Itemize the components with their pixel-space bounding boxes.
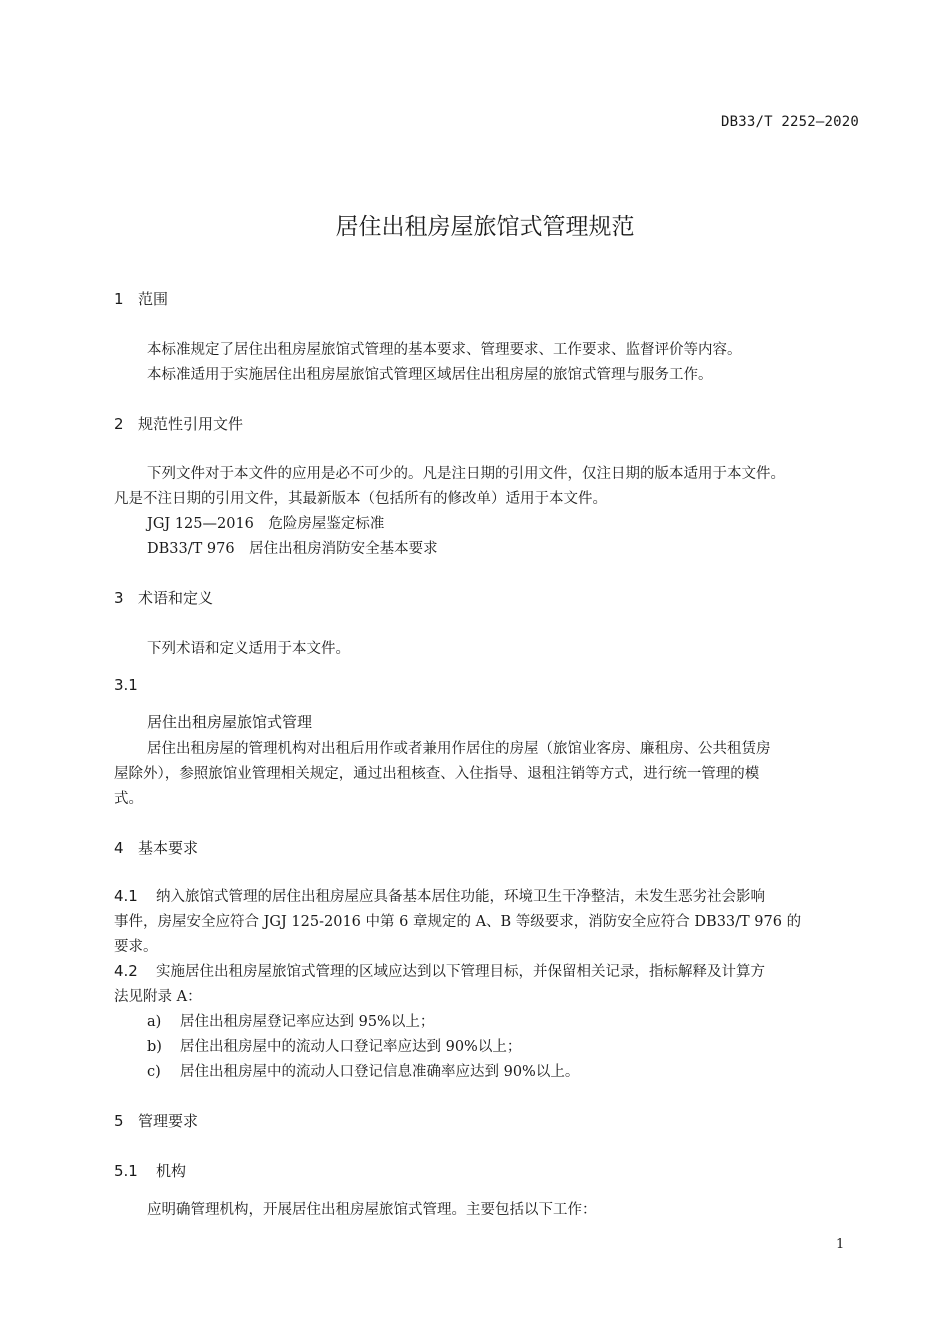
term-name: 居住出租房屋旅馆式管理 xyxy=(147,713,313,731)
clause-number: 4.1 xyxy=(114,887,138,905)
section-number: 1 xyxy=(114,290,124,308)
list-item xyxy=(147,1060,579,1081)
list-item xyxy=(147,1010,434,1031)
section-number: 3 xyxy=(114,589,124,607)
list-item-text: 居住出租房屋中的流动人口登记率应达到 90%以上； xyxy=(180,1039,522,1055)
paragraph: 应明确管理机构，开展居住出租房屋旅馆式管理。主要包括以下工作： xyxy=(147,1202,597,1218)
section-title: 基本要求 xyxy=(138,839,199,857)
clause-4-1-line xyxy=(114,885,765,906)
reference-item: DB33/T 976 居住出租房消防安全基本要求 xyxy=(147,541,438,557)
paragraph: 法见附录 A： xyxy=(114,989,202,1005)
document-code: DB33/T 2252—2020 xyxy=(720,114,859,130)
section-4-heading xyxy=(114,837,198,858)
subsection-5-1-heading xyxy=(114,1160,186,1181)
section-3-heading xyxy=(114,587,213,608)
list-item-tag: c) xyxy=(147,1064,161,1080)
paragraph: 要求。 xyxy=(114,939,158,955)
section-title: 术语和定义 xyxy=(138,589,214,607)
reference-item: JGJ 125—2016 危险房屋鉴定标准 xyxy=(147,516,385,532)
clause-text: 实施居住出租房屋旅馆式管理的区域应达到以下管理目标，并保留相关记录，指标解释及计算方 xyxy=(156,964,765,980)
list-item-text: 居住出租房屋中的流动人口登记信息准确率应达到 90%以上。 xyxy=(180,1064,580,1080)
paragraph: 屋除外），参照旅馆业管理相关规定，通过出租核查、入住指导、退租注销等方式，进行统一管理的模 xyxy=(114,766,760,782)
paragraph: 事件，房屋安全应符合 JGJ 125-2016 中第 6 章规定的 A、B 等级要求，消防安全应符合 DB33/T 976 的 xyxy=(114,914,802,930)
section-number: 4 xyxy=(114,839,124,857)
paragraph: 本标准适用于实施居住出租房屋旅馆式管理区域居住出租房屋的旅馆式管理与服务工作。 xyxy=(147,367,713,383)
section-1-heading xyxy=(114,288,168,309)
page-number: 1 xyxy=(836,1237,845,1252)
section-title: 规范性引用文件 xyxy=(138,415,244,433)
document-title: 居住出租房屋旅馆式管理规范 xyxy=(335,214,635,240)
subsection-number: 5.1 xyxy=(114,1162,138,1180)
clause-4-2-line xyxy=(114,960,765,981)
subsection-number: 3.1 xyxy=(114,676,138,694)
paragraph: 式。 xyxy=(114,791,143,807)
list-item xyxy=(147,1035,521,1056)
paragraph: 下列文件对于本文件的应用是必不可少的。凡是注日期的引用文件，仅注日期的版本适用于本文件。 xyxy=(147,466,785,482)
list-item-text: 居住出租房屋登记率应达到 95%以上； xyxy=(180,1014,435,1030)
section-title: 范围 xyxy=(138,290,169,308)
section-number: 2 xyxy=(114,415,124,433)
paragraph: 居住出租房屋的管理机构对出租后用作或者兼用作居住的房屋（旅馆业客房、廉租房、公共租赁房 xyxy=(147,741,771,757)
list-item-tag: a) xyxy=(147,1014,162,1030)
section-title: 管理要求 xyxy=(138,1112,199,1130)
subsection-title: 机构 xyxy=(156,1162,187,1180)
clause-number: 4.2 xyxy=(114,962,138,980)
paragraph: 下列术语和定义适用于本文件。 xyxy=(147,641,350,657)
clause-text: 纳入旅馆式管理的居住出租房屋应具备基本居住功能，环境卫生干净整洁，未发生恶劣社会影响 xyxy=(156,889,765,905)
paragraph: 本标准规定了居住出租房屋旅馆式管理的基本要求、管理要求、工作要求、监督评价等内容。 xyxy=(147,342,742,358)
paragraph: 凡是不注日期的引用文件，其最新版本（包括所有的修改单）适用于本文件。 xyxy=(114,491,607,507)
section-2-heading xyxy=(114,413,243,434)
list-item-tag: b) xyxy=(147,1039,162,1055)
section-number: 5 xyxy=(114,1112,124,1130)
section-5-heading xyxy=(114,1110,198,1131)
